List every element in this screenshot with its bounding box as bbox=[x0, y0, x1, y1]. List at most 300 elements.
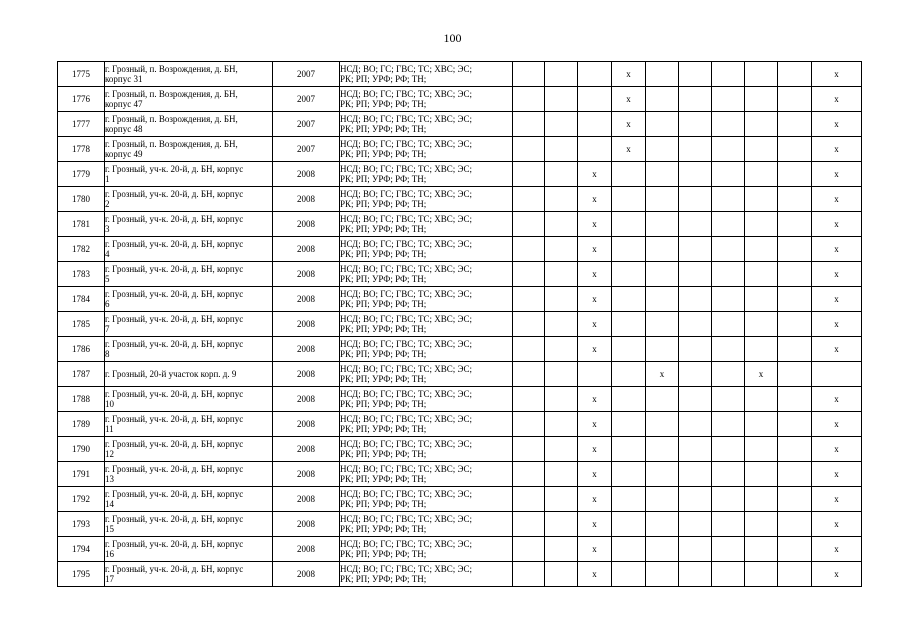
mark-cell bbox=[545, 112, 578, 137]
mark-cell bbox=[712, 412, 745, 437]
mark-cell bbox=[712, 312, 745, 337]
year-cell: 2008 bbox=[273, 512, 340, 537]
mark-cell bbox=[778, 187, 812, 212]
table-row bbox=[58, 487, 862, 512]
mark-cell bbox=[745, 537, 778, 562]
mark-cell: x bbox=[578, 287, 612, 312]
mark-cell: x bbox=[578, 487, 612, 512]
address-line-2: корпус 31 bbox=[105, 74, 143, 84]
mark-cell: x bbox=[812, 562, 862, 587]
mark-cell bbox=[679, 462, 712, 487]
mark-cell: x bbox=[812, 412, 862, 437]
table-row bbox=[58, 562, 862, 587]
services-line-1: НСД; ВО; ГС; ГВС; ТС; ХВС; ЭС; bbox=[340, 439, 472, 449]
mark-cell: x bbox=[578, 262, 612, 287]
mark-cell: x bbox=[578, 187, 612, 212]
mark-cell bbox=[778, 487, 812, 512]
table-row bbox=[58, 137, 862, 162]
mark-cell: x bbox=[812, 462, 862, 487]
mark-cell bbox=[513, 87, 545, 112]
mark-cell bbox=[712, 187, 745, 212]
mark-cell: x bbox=[812, 512, 862, 537]
mark-cell bbox=[646, 537, 679, 562]
services-line-1: НСД; ВО; ГС; ГВС; ТС; ХВС; ЭС; bbox=[340, 364, 472, 374]
services-line-1: НСД; ВО; ГС; ГВС; ТС; ХВС; ЭС; bbox=[340, 414, 472, 424]
address-line-2: 12 bbox=[105, 449, 114, 459]
services-cell bbox=[340, 312, 513, 337]
mark-cell bbox=[778, 462, 812, 487]
address-line-1: г. Грозный, уч-к. 20-й, д. БН, корпус bbox=[105, 539, 244, 549]
year-cell: 2008 bbox=[273, 187, 340, 212]
mark-cell bbox=[545, 537, 578, 562]
mark-cell bbox=[646, 237, 679, 262]
row-number: 1791 bbox=[58, 462, 105, 487]
mark-cell bbox=[513, 412, 545, 437]
mark-cell bbox=[545, 462, 578, 487]
mark-cell bbox=[646, 487, 679, 512]
mark-cell bbox=[745, 137, 778, 162]
mark-cell bbox=[778, 137, 812, 162]
mark-cell: x bbox=[812, 162, 862, 187]
mark-cell bbox=[778, 162, 812, 187]
mark-cell bbox=[679, 87, 712, 112]
services-line-1: НСД; ВО; ГС; ГВС; ТС; ХВС; ЭС; bbox=[340, 114, 472, 124]
mark-cell bbox=[513, 187, 545, 212]
services-cell bbox=[340, 137, 513, 162]
mark-cell bbox=[513, 287, 545, 312]
table-row bbox=[58, 262, 862, 287]
address-line-1: г. Грозный, уч-к. 20-й, д. БН, корпус bbox=[105, 264, 244, 274]
mark-cell: x bbox=[578, 437, 612, 462]
address-line-1: г. Грозный, п. Возрождения, д. БН, bbox=[105, 114, 238, 124]
mark-cell bbox=[745, 62, 778, 87]
table-row bbox=[58, 87, 862, 112]
mark-cell bbox=[545, 362, 578, 387]
year-cell: 2008 bbox=[273, 487, 340, 512]
mark-cell bbox=[646, 562, 679, 587]
address-cell bbox=[105, 137, 273, 162]
mark-cell bbox=[745, 462, 778, 487]
address-cell bbox=[105, 412, 273, 437]
mark-cell bbox=[712, 137, 745, 162]
mark-cell bbox=[646, 287, 679, 312]
row-number: 1778 bbox=[58, 137, 105, 162]
row-number: 1783 bbox=[58, 262, 105, 287]
mark-cell bbox=[679, 287, 712, 312]
mark-cell bbox=[778, 237, 812, 262]
mark-cell bbox=[545, 187, 578, 212]
table-row bbox=[58, 312, 862, 337]
mark-cell bbox=[513, 312, 545, 337]
address-cell bbox=[105, 287, 273, 312]
housing-register-table bbox=[57, 61, 862, 587]
table-row bbox=[58, 387, 862, 412]
mark-cell bbox=[745, 287, 778, 312]
mark-cell bbox=[578, 62, 612, 87]
services-line-1: НСД; ВО; ГС; ГВС; ТС; ХВС; ЭС; bbox=[340, 539, 472, 549]
mark-cell bbox=[545, 312, 578, 337]
services-line-2: РК; РП; УРФ; РФ; ТН; bbox=[340, 99, 427, 109]
address-cell bbox=[105, 312, 273, 337]
row-number: 1788 bbox=[58, 387, 105, 412]
mark-cell bbox=[612, 212, 646, 237]
mark-cell bbox=[679, 212, 712, 237]
mark-cell bbox=[679, 512, 712, 537]
mark-cell: x bbox=[612, 62, 646, 87]
row-number: 1777 bbox=[58, 112, 105, 137]
mark-cell bbox=[513, 362, 545, 387]
services-cell bbox=[340, 62, 513, 87]
address-cell bbox=[105, 212, 273, 237]
mark-cell: x bbox=[812, 137, 862, 162]
mark-cell bbox=[646, 437, 679, 462]
row-number: 1780 bbox=[58, 187, 105, 212]
address-line-1: г. Грозный, уч-к. 20-й, д. БН, корпус bbox=[105, 289, 244, 299]
mark-cell bbox=[679, 112, 712, 137]
address-line-2: 15 bbox=[105, 524, 114, 534]
address-line-1: г. Грозный, п. Возрождения, д. БН, bbox=[105, 89, 238, 99]
mark-cell bbox=[646, 62, 679, 87]
mark-cell bbox=[712, 62, 745, 87]
mark-cell: x bbox=[812, 237, 862, 262]
address-cell bbox=[105, 162, 273, 187]
row-number: 1789 bbox=[58, 412, 105, 437]
services-line-1: НСД; ВО; ГС; ГВС; ТС; ХВС; ЭС; bbox=[340, 564, 472, 574]
mark-cell bbox=[712, 537, 745, 562]
services-cell bbox=[340, 412, 513, 437]
mark-cell bbox=[745, 187, 778, 212]
address-line-2: 2 bbox=[105, 199, 110, 209]
table-row bbox=[58, 462, 862, 487]
address-cell bbox=[105, 87, 273, 112]
services-line-2: РК; РП; УРФ; РФ; ТН; bbox=[340, 574, 427, 584]
table-row bbox=[58, 437, 862, 462]
services-line-2: РК; РП; УРФ; РФ; ТН; bbox=[340, 249, 427, 259]
address-line-1: г. Грозный, уч-к. 20-й, д. БН, корпус bbox=[105, 414, 244, 424]
mark-cell bbox=[745, 237, 778, 262]
year-cell: 2007 bbox=[273, 137, 340, 162]
mark-cell bbox=[646, 337, 679, 362]
row-number: 1781 bbox=[58, 212, 105, 237]
mark-cell bbox=[612, 162, 646, 187]
mark-cell bbox=[513, 537, 545, 562]
services-line-1: НСД; ВО; ГС; ГВС; ТС; ХВС; ЭС; bbox=[340, 289, 472, 299]
year-cell: 2008 bbox=[273, 537, 340, 562]
mark-cell bbox=[646, 262, 679, 287]
services-line-2: РК; РП; УРФ; РФ; ТН; bbox=[340, 349, 427, 359]
mark-cell bbox=[646, 412, 679, 437]
address-cell bbox=[105, 62, 273, 87]
services-cell bbox=[340, 337, 513, 362]
services-line-1: НСД; ВО; ГС; ГВС; ТС; ХВС; ЭС; bbox=[340, 214, 472, 224]
address-line-2: корпус 49 bbox=[105, 149, 143, 159]
year-cell: 2008 bbox=[273, 337, 340, 362]
mark-cell bbox=[745, 387, 778, 412]
address-line-2: 14 bbox=[105, 499, 114, 509]
mark-cell: x bbox=[745, 362, 778, 387]
mark-cell bbox=[545, 487, 578, 512]
mark-cell bbox=[513, 562, 545, 587]
services-line-2: РК; РП; УРФ; РФ; ТН; bbox=[340, 549, 427, 559]
mark-cell bbox=[612, 462, 646, 487]
mark-cell bbox=[513, 137, 545, 162]
mark-cell bbox=[679, 187, 712, 212]
mark-cell: x bbox=[578, 312, 612, 337]
mark-cell bbox=[712, 262, 745, 287]
page-number: 100 bbox=[443, 31, 462, 45]
mark-cell bbox=[778, 337, 812, 362]
table-row bbox=[58, 62, 862, 87]
year-cell: 2008 bbox=[273, 462, 340, 487]
mark-cell bbox=[712, 437, 745, 462]
mark-cell bbox=[646, 87, 679, 112]
mark-cell bbox=[612, 312, 646, 337]
mark-cell bbox=[545, 512, 578, 537]
services-line-2: РК; РП; УРФ; РФ; ТН; bbox=[340, 424, 427, 434]
services-line-1: НСД; ВО; ГС; ГВС; ТС; ХВС; ЭС; bbox=[340, 164, 472, 174]
services-line-1: НСД; ВО; ГС; ГВС; ТС; ХВС; ЭС; bbox=[340, 464, 472, 474]
services-line-1: НСД; ВО; ГС; ГВС; ТС; ХВС; ЭС; bbox=[340, 389, 472, 399]
services-line-1: НСД; ВО; ГС; ГВС; ТС; ХВС; ЭС; bbox=[340, 514, 472, 524]
mark-cell bbox=[612, 512, 646, 537]
year-cell: 2008 bbox=[273, 312, 340, 337]
mark-cell bbox=[612, 287, 646, 312]
services-line-1: НСД; ВО; ГС; ГВС; ТС; ХВС; ЭС; bbox=[340, 64, 472, 74]
mark-cell bbox=[712, 462, 745, 487]
table-body bbox=[58, 62, 862, 587]
address-cell bbox=[105, 437, 273, 462]
services-line-2: РК; РП; УРФ; РФ; ТН; bbox=[340, 124, 427, 134]
mark-cell bbox=[513, 237, 545, 262]
mark-cell bbox=[513, 337, 545, 362]
services-cell bbox=[340, 262, 513, 287]
mark-cell bbox=[679, 262, 712, 287]
year-cell: 2008 bbox=[273, 437, 340, 462]
address-cell bbox=[105, 387, 273, 412]
mark-cell bbox=[745, 262, 778, 287]
address-cell bbox=[105, 237, 273, 262]
services-line-1: НСД; ВО; ГС; ГВС; ТС; ХВС; ЭС; bbox=[340, 314, 472, 324]
mark-cell bbox=[545, 387, 578, 412]
mark-cell bbox=[646, 112, 679, 137]
mark-cell bbox=[513, 212, 545, 237]
address-cell bbox=[105, 112, 273, 137]
mark-cell bbox=[679, 362, 712, 387]
address-line-2: 16 bbox=[105, 549, 114, 559]
address-line-1: г. Грозный, уч-к. 20-й, д. БН, корпус bbox=[105, 489, 244, 499]
services-line-1: НСД; ВО; ГС; ГВС; ТС; ХВС; ЭС; bbox=[340, 339, 472, 349]
mark-cell bbox=[646, 312, 679, 337]
address-line-2: 1 bbox=[105, 174, 110, 184]
services-cell bbox=[340, 212, 513, 237]
address-line-2: 8 bbox=[105, 349, 110, 359]
mark-cell bbox=[612, 537, 646, 562]
mark-cell bbox=[513, 487, 545, 512]
address-line-2: 4 bbox=[105, 249, 110, 259]
year-cell: 2008 bbox=[273, 287, 340, 312]
mark-cell bbox=[679, 137, 712, 162]
mark-cell bbox=[745, 562, 778, 587]
mark-cell: x bbox=[812, 337, 862, 362]
services-line-2: РК; РП; УРФ; РФ; ТН; bbox=[340, 399, 427, 409]
year-cell: 2007 bbox=[273, 112, 340, 137]
services-cell bbox=[340, 537, 513, 562]
services-line-2: РК; РП; УРФ; РФ; ТН; bbox=[340, 299, 427, 309]
row-number: 1785 bbox=[58, 312, 105, 337]
mark-cell: x bbox=[812, 87, 862, 112]
mark-cell bbox=[513, 262, 545, 287]
mark-cell bbox=[745, 312, 778, 337]
mark-cell bbox=[513, 437, 545, 462]
mark-cell bbox=[745, 87, 778, 112]
mark-cell bbox=[612, 237, 646, 262]
mark-cell bbox=[612, 337, 646, 362]
table-row bbox=[58, 287, 862, 312]
mark-cell bbox=[778, 562, 812, 587]
address-line-1: г. Грозный, уч-к. 20-й, д. БН, корпус bbox=[105, 389, 244, 399]
address-cell bbox=[105, 462, 273, 487]
address-cell bbox=[105, 512, 273, 537]
mark-cell bbox=[545, 62, 578, 87]
year-cell: 2008 bbox=[273, 387, 340, 412]
address-line-1: г. Грозный, п. Возрождения, д. БН, bbox=[105, 64, 238, 74]
address-line-2: 6 bbox=[105, 299, 110, 309]
address-cell bbox=[105, 487, 273, 512]
mark-cell bbox=[612, 562, 646, 587]
mark-cell bbox=[778, 387, 812, 412]
services-line-1: НСД; ВО; ГС; ГВС; ТС; ХВС; ЭС; bbox=[340, 489, 472, 499]
mark-cell bbox=[646, 387, 679, 412]
services-cell bbox=[340, 237, 513, 262]
mark-cell: x bbox=[578, 237, 612, 262]
address-line-1: г. Грозный, 20-й участок корп. д. 9 bbox=[105, 369, 237, 379]
mark-cell bbox=[778, 112, 812, 137]
year-cell: 2008 bbox=[273, 562, 340, 587]
mark-cell bbox=[712, 287, 745, 312]
services-cell bbox=[340, 112, 513, 137]
mark-cell bbox=[745, 337, 778, 362]
mark-cell bbox=[778, 262, 812, 287]
mark-cell: x bbox=[578, 212, 612, 237]
mark-cell bbox=[578, 112, 612, 137]
mark-cell bbox=[778, 212, 812, 237]
mark-cell: x bbox=[812, 62, 862, 87]
services-cell bbox=[340, 437, 513, 462]
table-row bbox=[58, 412, 862, 437]
services-line-2: РК; РП; УРФ; РФ; ТН; bbox=[340, 199, 427, 209]
services-line-2: РК; РП; УРФ; РФ; ТН; bbox=[340, 449, 427, 459]
mark-cell: x bbox=[812, 112, 862, 137]
mark-cell bbox=[545, 237, 578, 262]
mark-cell bbox=[712, 112, 745, 137]
mark-cell bbox=[612, 387, 646, 412]
mark-cell bbox=[712, 162, 745, 187]
row-number: 1793 bbox=[58, 512, 105, 537]
mark-cell bbox=[812, 362, 862, 387]
mark-cell: x bbox=[812, 287, 862, 312]
mark-cell: x bbox=[578, 537, 612, 562]
services-cell bbox=[340, 562, 513, 587]
address-line-2: корпус 48 bbox=[105, 124, 143, 134]
table-row bbox=[58, 362, 862, 387]
mark-cell bbox=[545, 287, 578, 312]
mark-cell bbox=[612, 437, 646, 462]
services-line-1: НСД; ВО; ГС; ГВС; ТС; ХВС; ЭС; bbox=[340, 264, 472, 274]
mark-cell bbox=[612, 262, 646, 287]
mark-cell bbox=[679, 387, 712, 412]
mark-cell bbox=[646, 212, 679, 237]
address-line-1: г. Грозный, уч-к. 20-й, д. БН, корпус bbox=[105, 439, 244, 449]
table-row bbox=[58, 337, 862, 362]
mark-cell bbox=[745, 437, 778, 462]
mark-cell bbox=[513, 512, 545, 537]
row-number: 1795 bbox=[58, 562, 105, 587]
services-line-2: РК; РП; УРФ; РФ; ТН; bbox=[340, 524, 427, 534]
mark-cell bbox=[778, 362, 812, 387]
services-line-2: РК; РП; УРФ; РФ; ТН; bbox=[340, 74, 427, 84]
mark-cell: x bbox=[812, 312, 862, 337]
address-cell bbox=[105, 262, 273, 287]
address-cell bbox=[105, 362, 273, 387]
mark-cell bbox=[578, 137, 612, 162]
mark-cell bbox=[679, 337, 712, 362]
mark-cell: x bbox=[578, 337, 612, 362]
mark-cell bbox=[778, 537, 812, 562]
mark-cell bbox=[745, 212, 778, 237]
mark-cell bbox=[778, 512, 812, 537]
mark-cell bbox=[679, 62, 712, 87]
mark-cell: x bbox=[612, 137, 646, 162]
address-cell bbox=[105, 337, 273, 362]
mark-cell bbox=[679, 562, 712, 587]
address-line-2: 3 bbox=[105, 224, 110, 234]
mark-cell bbox=[545, 87, 578, 112]
services-line-2: РК; РП; УРФ; РФ; ТН; bbox=[340, 224, 427, 234]
year-cell: 2008 bbox=[273, 162, 340, 187]
address-line-2: 10 bbox=[105, 399, 114, 409]
mark-cell bbox=[513, 112, 545, 137]
services-cell bbox=[340, 387, 513, 412]
services-cell bbox=[340, 162, 513, 187]
year-cell: 2008 bbox=[273, 212, 340, 237]
mark-cell bbox=[679, 487, 712, 512]
table-row bbox=[58, 237, 862, 262]
year-cell: 2007 bbox=[273, 62, 340, 87]
table-row bbox=[58, 162, 862, 187]
mark-cell bbox=[778, 87, 812, 112]
services-line-2: РК; РП; УРФ; РФ; ТН; bbox=[340, 149, 427, 159]
services-line-2: РК; РП; УРФ; РФ; ТН; bbox=[340, 499, 427, 509]
mark-cell: x bbox=[812, 262, 862, 287]
year-cell: 2008 bbox=[273, 362, 340, 387]
mark-cell bbox=[646, 162, 679, 187]
row-number: 1776 bbox=[58, 87, 105, 112]
row-number: 1792 bbox=[58, 487, 105, 512]
mark-cell bbox=[778, 287, 812, 312]
address-line-1: г. Грозный, уч-к. 20-й, д. БН, корпус bbox=[105, 564, 244, 574]
mark-cell bbox=[712, 337, 745, 362]
mark-cell bbox=[545, 262, 578, 287]
mark-cell bbox=[513, 387, 545, 412]
services-cell bbox=[340, 87, 513, 112]
mark-cell: x bbox=[578, 162, 612, 187]
address-line-2: 11 bbox=[105, 424, 114, 434]
mark-cell bbox=[778, 62, 812, 87]
mark-cell: x bbox=[812, 187, 862, 212]
services-cell bbox=[340, 512, 513, 537]
mark-cell bbox=[646, 137, 679, 162]
address-line-1: г. Грозный, уч-к. 20-й, д. БН, корпус bbox=[105, 514, 244, 524]
